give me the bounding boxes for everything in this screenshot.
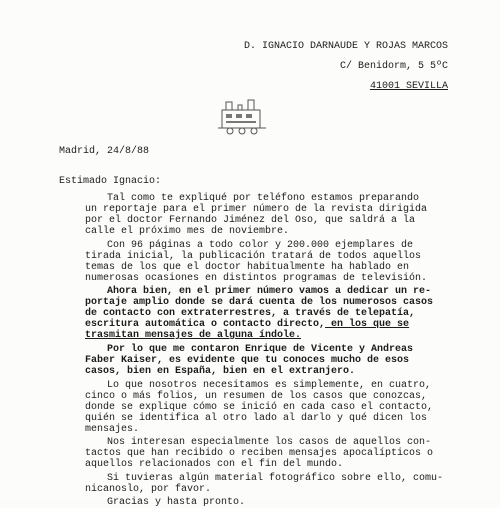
recipient-city: 41001 SEVILLA [369, 81, 448, 92]
paragraph-line: temas de los que el doctor habitualmente ha hablado en [85, 262, 410, 273]
paragraph-line: Nos interesan especialmente los casos de aquellos con- [107, 437, 432, 448]
paragraph-line: quién se identifica al otro lado al darlo y qué dicen los [85, 413, 428, 424]
salutation: Estimado Ignacio: [59, 176, 162, 187]
paragraph-8 [85, 497, 478, 508]
paragraph-5 [85, 380, 478, 435]
paragraph-line: Con 96 páginas a todo color y 200.000 ejemplares de [107, 240, 414, 251]
paragraph-line: tactos que han recibido o reciben mensajes apocalípticos o [85, 448, 434, 459]
paragraph-line: Ahora bien, en el primer número vamos a dedicar un re- [107, 286, 432, 297]
paragraph-line: donde se explique cómo se inició en cada caso el contacto, [85, 402, 434, 413]
paragraph-line: Tal como te expliqué por teléfono estamos preparando [107, 193, 420, 204]
recipient-street: C/ Benidorm, 5 5ºC [339, 61, 448, 72]
paragraph-line: Por lo que me contaron Enrique de Vicente y Andreas [107, 344, 414, 355]
paragraph-line: tirada inicial, la publicación tratará de todos aquellos [85, 251, 422, 262]
paragraph-line: cinco o más folios, un resumen de los casos que conozcas, [85, 391, 428, 402]
paragraph-line: Lo que nosotros necesitamos es simplemente, en cuatro, [107, 380, 432, 391]
paragraph-line: de contacto con extraterrestres, a través de telepatía, [85, 308, 416, 319]
letter-date: Madrid, 24/8/88 [59, 146, 150, 157]
recipient-name: D. IGNACIO DARNAUDE Y ROJAS MARCOS [243, 41, 448, 52]
paragraph-line: aquellos relacionados con el fin del mundo. [85, 459, 344, 470]
paragraph-line-part: escritura automática o contacto directo, [85, 319, 326, 330]
paragraph-line: Gracias y hasta pronto. [107, 497, 246, 508]
paragraph-line: numerosas ocasiones en distintos programas de televisión. [85, 273, 428, 284]
paragraph-4 [85, 344, 478, 377]
paragraph-6 [85, 437, 478, 470]
paragraph-7 [85, 473, 478, 495]
paragraph-line: calle el próximo mes de noviembre. [85, 226, 290, 237]
paragraph-1 [85, 193, 478, 237]
underlined-phrase: en los que se [325, 319, 410, 330]
paragraph-line: casos, bien en España, bien en el extranjero. [85, 366, 356, 377]
paragraph-line: un reportaje para el primer número de la revista dirigida [85, 204, 428, 215]
underlined-line: trasmitan mensajes de alguna índole. [85, 330, 302, 341]
paragraph-line: portaje amplio donde se dará cuenta de los numerosos casos [85, 297, 434, 308]
paragraph-2 [85, 240, 478, 284]
paragraph-line: mensajes. [85, 424, 140, 435]
paragraph-3 [85, 286, 478, 341]
letterhead-stamp-image [212, 96, 272, 136]
paragraph-line: Faber Kaiser, es evidente que tu conoces mucho de esos [85, 355, 410, 366]
paragraph-line: Si tuvieras algún material fotográfico sobre ello, comu- [107, 473, 444, 484]
paragraph-line [85, 319, 478, 330]
paragraph-line: por el doctor Fernando Jiménez del Oso, que saldrá a la [85, 215, 416, 226]
paragraph-line: nicanoslo, por favor. [85, 484, 212, 495]
